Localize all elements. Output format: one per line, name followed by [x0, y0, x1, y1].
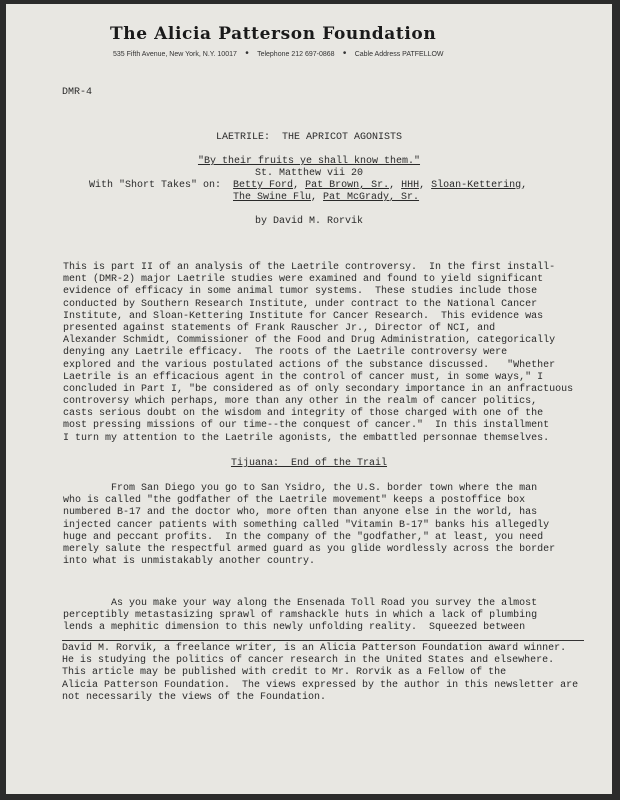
text-line: From San Diego you go to San Ysidro, the U.S. border town where the man [63, 483, 538, 494]
text-line: most pressing missions of our time--the conquest of cancer." In this installment [63, 420, 550, 432]
text-line: into what is unmistakably another country. [63, 556, 316, 568]
text-line: presented against statements of Frank Rauscher Jr., Director of NCI, and [63, 322, 496, 334]
epigraph-text: "By their fruits ye shall know them." [197, 156, 421, 167]
text-line: Alexander Schmidt, Commissioner of the Food and Drug Administration, categorically [63, 335, 556, 347]
letterhead-cable: Cable Address PATFELLOW [354, 51, 444, 58]
section-heading-text: Tijuana: End of the Trail [230, 458, 388, 469]
footer-note [62, 643, 578, 704]
text-line: This article may be published with credit to Mr. Rorvik as a Fellow of the [62, 667, 507, 679]
paragraph-2 [63, 483, 555, 568]
text-line: As you make your way along the Ensenada Toll Road you survey the almost [63, 598, 538, 609]
short-take: Betty Ford [233, 180, 294, 191]
text-line: explored and the various postulated actions of the substance discussed. "Whether [63, 359, 556, 371]
text-line: ment (DMR-2) major Laetrile studies were examined and found to yield significant [63, 274, 544, 286]
short-take: Pat Brown, Sr. [305, 180, 390, 191]
letterhead-address-line [113, 48, 444, 59]
short-takes-line-2: The Swine Flu, Pat McGrady, Sr. [233, 192, 420, 203]
letterhead-address: 535 Fifth Avenue, New York, N.Y. 10017 [113, 51, 237, 58]
text-line: Laetrile is an efficacious agent in the control of cancer must, in some ways," I [63, 371, 544, 383]
short-take: Sloan-Kettering [431, 180, 522, 191]
text-line: denying any Laetrile efficacy. The roots of the Laetrile controversy were [63, 347, 508, 359]
text-line: numbered B-17 and the doctor who, more often than anyone else in the world, has [63, 507, 538, 519]
text-line: merely salute the respectful armed guard as you glide wordlessly across the border [63, 543, 556, 555]
text-line: lends a mephitic dimension to this newly unfolding reality. Squeezed between [63, 622, 526, 634]
text-line: who is called "the godfather of the Laetrile movement" keeps a postoffice box [63, 495, 526, 507]
paragraph-1 [63, 262, 573, 445]
text-line: He is studying the politics of cancer research in the United States and elsewhere. [62, 655, 555, 667]
letterhead-title: The Alicia Patterson Foundation [110, 24, 437, 44]
short-take: HHH [401, 180, 420, 191]
text-line: David M. Rorvik, a freelance writer, is an Alicia Patterson Foundation award winner. [62, 643, 567, 654]
letterhead-telephone: Telephone 212 697-0868 [257, 51, 335, 58]
text-line: evidence of efficacy in some animal tumor systems. These studies include those [63, 286, 538, 298]
text-line: perceptibly metastasizing sprawl of ramshackle huts in which a lack of plumbing [63, 610, 538, 622]
text-line: Institute, and Sloan-Kettering Institute for Cancer Research. This evidence was [63, 310, 544, 322]
text-line: This is part II of an analysis of the Laetrile controversy. In the first install- [63, 262, 556, 273]
text-line: not necessarily the views of the Foundation. [62, 691, 327, 703]
text-line: concluded in Part I, "be considered as of only secondary importance in an anfractuous [63, 383, 574, 395]
text-line: I turn my attention to the Laetrile agonists, the embattled personnae themselves. [63, 432, 550, 444]
text-line: injected cancer patients with something called "Vitamin B-17" banks his allegedly [63, 519, 550, 531]
short-takes-label: With "Short Takes" on: [89, 180, 222, 191]
article-title: LAETRILE: THE APRICOT AGONISTS [215, 132, 403, 143]
short-take: Pat McGrady, Sr. [323, 192, 420, 203]
paragraph-3 [63, 598, 537, 635]
section-heading [6, 458, 612, 470]
short-take: The Swine Flu [233, 192, 312, 203]
bullet-icon: • [334, 48, 355, 59]
text-line: casts serious doubt on the wisdom and integrity of those charged with one of the [63, 408, 544, 420]
epigraph-source: St. Matthew vii 20 [254, 168, 364, 179]
short-takes-line: With "Short Takes" on: Betty Ford, Pat Brown, Sr., HHH, Sloan-Kettering, [89, 180, 528, 191]
text-line: conducted by Southern Research Institute, under contract to the National Cancer [63, 298, 538, 310]
text-line: Alicia Patterson Foundation. The views expressed by the author in this newsletter are [62, 679, 579, 691]
text-line: huge and peccant profits. In the company of the "godfather," at least, you need [63, 531, 544, 543]
document-id: DMR-4 [62, 87, 93, 98]
text-line: controversy which perhaps, more than any other in the realm of cancer politics, [63, 396, 538, 408]
document-page [6, 4, 612, 794]
footer-divider [62, 640, 584, 641]
byline: by David M. Rorvik [254, 216, 364, 227]
epigraph [6, 156, 612, 168]
bullet-icon: • [236, 48, 258, 59]
